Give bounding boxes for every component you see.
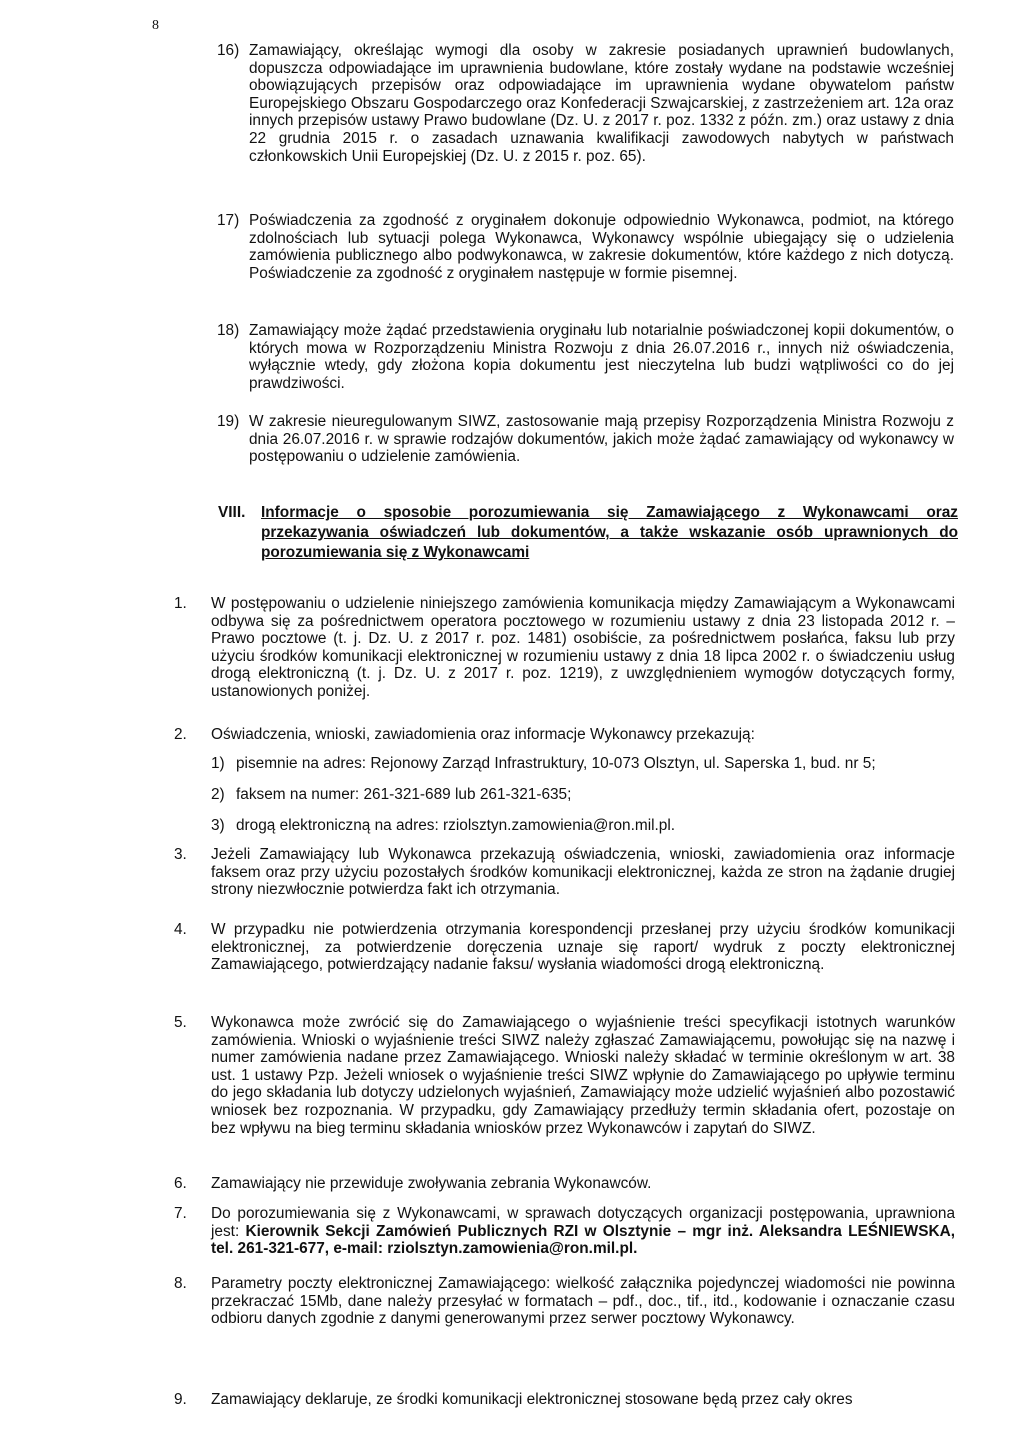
item-text: W postępowaniu o udzielenie niniejszego zamówienia komunikacja między Zamawiającym a Wykonawcami odbywa się za pośrednictwem operatora pocztowego w rozumieniu ustawy z dnia 23 listopada 2012 r. – Prawo pocztowe (t. j. Dz. U. z 2017 r. poz. 1481) osobiście, za pośrednictwem posłańca, faksu lub przy użyciu środków komunikacji elektronicznej w rozumieniu ustawy z dnia 18 lipca 2002 r. o świadczeniu usług drogą elektroniczną (t. j. Dz. U. z 2017 r. poz. 1219), z uwzględnieniem wymogów dotyczących formy, ustanowionych poniżej. bbox=[211, 595, 955, 700]
item-text: Parametry poczty elektronicznej Zamawiającego: wielkość załącznika pojedynczej wiadomości nie powinna przekraczać 15Mb, dane należy przesyłać w formatach – pdf., doc., tif., itd., kodowanie i oznaczanie czasu odbioru danych zgodnie z danymi generowanymi przez serwer pocztowy Wykonawcy. bbox=[211, 1275, 955, 1328]
sub-item-number: 1) bbox=[211, 755, 225, 772]
item-number: 19) bbox=[217, 413, 240, 430]
item-number: 17) bbox=[217, 212, 240, 229]
item-number: 8. bbox=[174, 1275, 187, 1292]
page-number: 8 bbox=[152, 18, 159, 33]
list-item bbox=[217, 42, 954, 165]
sub-item bbox=[211, 786, 571, 804]
item-text: Poświadczenia za zgodność z oryginałem dokonuje odpowiednio Wykonawca, podmiot, na którego zdolnościach lub sytuacji polega Wykonawca, Wykonawcy wspólnie ubiegający się o udzielenia zamówienia publicznego albo podwykonawca, w zakresie dokumentów, które każdego z nich dotyczą. Poświadczenie za zgodność z oryginałem następuje w formie pisemnej. bbox=[249, 212, 954, 282]
item-text bbox=[211, 1205, 955, 1258]
heading-text: Informacje o sposobie porozumiewania się Zamawiającego z Wykonawcami oraz przekazywania oświadczeń lub dokumentów, a także wskazanie osób uprawnionych do porozumiewania się z Wykonawcami bbox=[261, 504, 958, 561]
list-item bbox=[174, 921, 955, 974]
item-number: 7. bbox=[174, 1205, 187, 1222]
item-number: 18) bbox=[217, 322, 240, 339]
list-item bbox=[174, 726, 955, 744]
sub-item-text: drogą elektroniczną na adres: rziolsztyn.zamowienia@ron.mil.pl. bbox=[236, 817, 676, 834]
sub-item bbox=[211, 817, 675, 835]
item-text: Zamawiający nie przewiduje zwoływania zebrania Wykonawców. bbox=[211, 1175, 652, 1192]
item-text: W przypadku nie potwierdzenia otrzymania korespondencji przesłanej przy użyciu środków komunikacji elektronicznej, za potwierdzenie doręczenia uznaje się raport/ wydruk z poczty elektronicznej Zamawiającego, potwierdzający nadanie faksu/ wysłania wiadomości drogą elektroniczną. bbox=[211, 921, 955, 974]
item-text: Oświadczenia, wnioski, zawiadomienia oraz informacje Wykonawcy przekazują: bbox=[211, 726, 755, 743]
section-heading bbox=[218, 503, 958, 563]
item-text-plain: Do porozumiewania się z Wykonawcami, w sprawach dotyczących organizacji postępowania, uprawniona jest: bbox=[211, 1205, 955, 1240]
sub-item bbox=[211, 755, 876, 773]
list-item bbox=[174, 1391, 955, 1409]
item-text: Zamawiający, określając wymogi dla osoby w zakresie posiadanych uprawnień budowlanych, dopuszcza odpowiadające im uprawnienia budowlane, które zostały wydane na podstawie wcześniej obowiązujących przepisów oraz odpowiadające im uprawnienia wydane obywatelom państw Europejskiego Obszaru Gospodarczego oraz Konfederacji Szwajcarskiej, z zastrzeżeniem art. 12a oraz innych przepisów ustawy Prawo budowlane (Dz. U. z 2017 r. poz. 1332 z późn. zm.) oraz ustawy z dnia 22 grudnia 2015 r. o zasadach uznawania kwalifikacji zawodowych nabytych w państwach członkowskich Unii Europejskiej (Dz. U. z 2015 r. poz. 65). bbox=[249, 42, 954, 165]
sub-item-number: 3) bbox=[211, 817, 225, 834]
sub-item-number: 2) bbox=[211, 786, 225, 803]
heading-number: VIII. bbox=[218, 504, 246, 521]
item-text: Zamawiający może żądać przedstawienia oryginału lub notarialnie poświadczonej kopii dokumentów, o których mowa w Rozporządzeniu Ministra Rozwoju z dnia 26.07.2016 r., innych niż oświadczenia, wyłącznie wtedy, gdy złożona kopia dokumentu jest nieczytelna lub budzi wątpliwości co do jej prawdziwości. bbox=[249, 322, 954, 392]
list-item bbox=[174, 1014, 955, 1137]
sub-item-text: faksem na numer: 261-321-689 lub 261-321-635; bbox=[236, 786, 572, 803]
item-number: 6. bbox=[174, 1175, 187, 1192]
list-item bbox=[217, 413, 954, 466]
sub-item-text: pisemnie na adres: Rejonowy Zarząd Infrastruktury, 10-073 Olsztyn, ul. Saperska 1, bud. nr 5; bbox=[236, 755, 876, 772]
list-item bbox=[174, 1205, 955, 1258]
item-number: 5. bbox=[174, 1014, 187, 1031]
list-item bbox=[174, 846, 955, 899]
contact-person: Kierownik Sekcji Zamówień Publicznych RZI w Olsztynie – mgr inż. Aleksandra LEŚNIEWSKA, tel. 261-321-677, e-mail: rziolsztyn.zamowienia@ron.mil.pl. bbox=[211, 1222, 955, 1258]
item-number: 2. bbox=[174, 726, 187, 743]
item-text: W zakresie nieuregulowanym SIWZ, zastosowanie mają przepisy Rozporządzenia Ministra Rozwoju z dnia 26.07.2016 r. w sprawie rodzajów dokumentów, jakich może żądać zamawiający od wykonawcy w postępowaniu o udzielenie zamówienia. bbox=[249, 413, 954, 466]
list-item bbox=[174, 1175, 955, 1193]
list-item bbox=[174, 595, 955, 701]
item-text: Jeżeli Zamawiający lub Wykonawca przekazują oświadczenia, wnioski, zawiadomienia oraz informacje faksem oraz przy użyciu pozostałych środków komunikacji elektronicznej, każda ze stron na żądanie drugiej strony niezwłocznie potwierdza fakt ich otrzymania. bbox=[211, 846, 955, 899]
item-number: 1. bbox=[174, 595, 187, 612]
item-text: Zamawiający deklaruje, ze środki komunikacji elektronicznej stosowane będą przez cały okres bbox=[211, 1391, 853, 1408]
list-item bbox=[217, 322, 954, 392]
list-item bbox=[217, 212, 954, 282]
item-text: Wykonawca może zwrócić się do Zamawiającego o wyjaśnienie treści specyfikacji istotnych warunków zamówienia. Wnioski o wyjaśnienie treści SIWZ należy zgłaszać Zamawiającemu, powołując się na nazwę i numer zamówienia nadane przez Zamawiającego. Wnioski należy składać w terminie określonym w art. 38 ust. 1 ustawy Pzp. Jeżeli wniosek o wyjaśnienie treści SIWZ wpłynie do Zamawiającego po upływie terminu do jego składania lub dotyczy udzielonych wyjaśnień, Zamawiający może udzielić wyjaśnień albo pozostawić wniosek bez rozpoznania. W przypadku, gdy Zamawiający przedłuży termin składania ofert, pozostaje on bez wpływu na bieg terminu składania wniosków przez Wykonawców i zapytań do SIWZ. bbox=[211, 1014, 955, 1137]
item-number: 9. bbox=[174, 1391, 187, 1408]
item-number: 16) bbox=[217, 42, 240, 59]
list-item bbox=[174, 1275, 955, 1328]
item-number: 4. bbox=[174, 921, 187, 938]
item-number: 3. bbox=[174, 846, 187, 863]
